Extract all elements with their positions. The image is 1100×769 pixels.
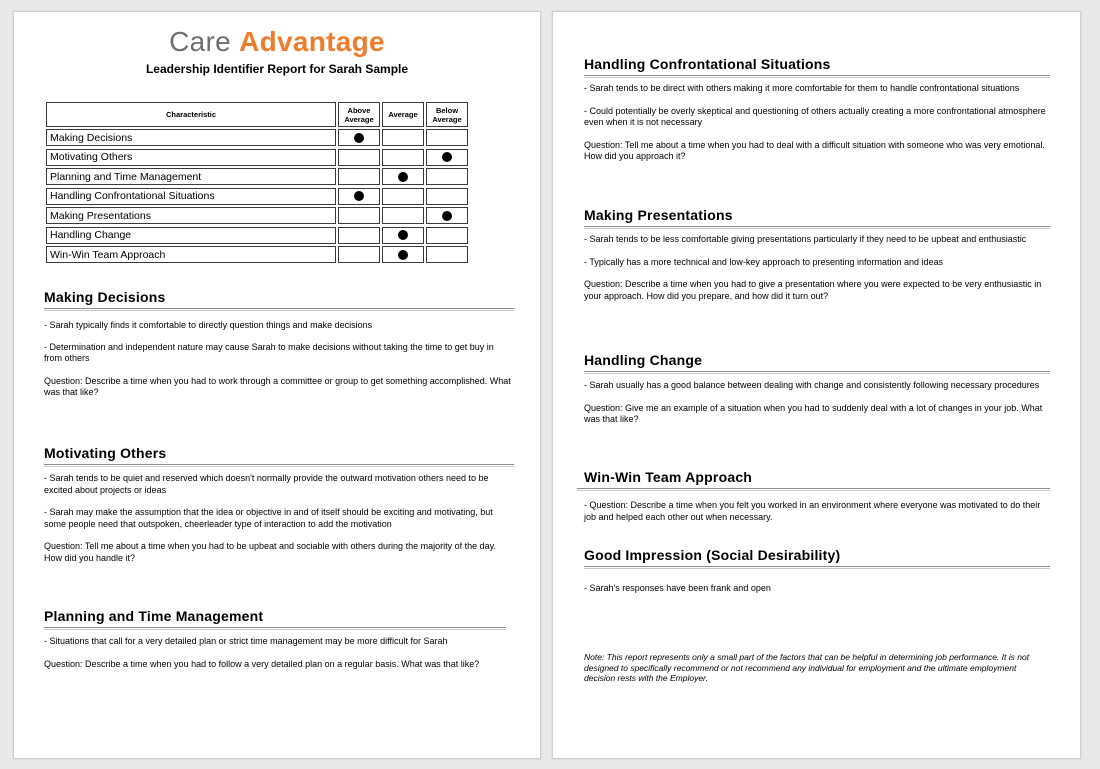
header-below-line2: Average	[432, 114, 462, 124]
section-divider	[584, 371, 1050, 374]
logo-advantage-text: Advantage	[239, 26, 385, 57]
rating-cell-above	[338, 246, 380, 263]
section-title: Planning and Time Management	[44, 608, 264, 624]
section-text: - Sarah tends to be less comfortable giving presentations particularly if they need to be upbeat and enthusiastic	[584, 234, 1027, 244]
section-text: - Determination and independent nature may cause Sarah to make decisions without taking the time to get buy in from others	[44, 341, 494, 363]
rating-cell-below	[426, 168, 468, 185]
section-title: Motivating Others	[44, 445, 167, 461]
section-divider	[584, 75, 1050, 78]
rating-cell-average	[382, 149, 424, 166]
section-text: - Typically has a more technical and low-key approach to presenting information and ideas	[584, 256, 944, 267]
rating-cell-below	[426, 129, 468, 146]
rating-cell-above	[338, 227, 380, 244]
section-divider	[44, 308, 514, 311]
table-row-label: Win-Win Team Approach	[46, 246, 336, 263]
rating-cell-average	[382, 168, 424, 185]
section-making-presentations	[584, 207, 1050, 302]
rating-dot	[354, 133, 364, 143]
section-title: Handling Confrontational Situations	[584, 56, 831, 72]
section-text: - Sarah tends to be direct with others making it more comfortable for them to handle confrontational situations	[584, 83, 1020, 93]
disclaimer-note: Note: This report represents only a small part of the factors that can be helpful in determining job performance. It is not designed to specifically recommend or not recommend any individual for employment and the ultimate employment decision rests with the Employer.	[584, 652, 1030, 683]
table-row-label: Handling Confrontational Situations	[46, 188, 336, 205]
section-question: Question: Tell me about a time when you had to deal with a difficult situation with someone who was very emotional. How did you approach it?	[584, 139, 1045, 161]
table-row-label: Handling Change	[46, 227, 336, 244]
section-divider	[584, 566, 1050, 569]
section-text: - Sarah's responses have been frank and open	[584, 583, 771, 593]
section-win-win-team	[577, 469, 1050, 523]
section-planning-time-management	[44, 608, 506, 670]
rating-cell-average	[382, 246, 424, 263]
section-text: - Sarah typically finds it comfortable to directly question things and make decisions	[44, 320, 373, 330]
rating-cell-average	[382, 188, 424, 205]
section-handling-change	[584, 352, 1050, 426]
section-title: Handling Change	[584, 352, 703, 368]
rating-cell-above	[338, 129, 380, 146]
report-page-1	[13, 11, 541, 759]
section-divider	[44, 464, 514, 467]
section-making-decisions	[44, 289, 514, 399]
rating-cell-above	[338, 168, 380, 185]
rating-cell-below	[426, 149, 468, 166]
section-divider	[577, 488, 1050, 491]
header-above-line2: Average	[344, 114, 374, 124]
header-above-line1: Above	[347, 105, 371, 115]
section-motivating-others	[44, 445, 514, 564]
rating-cell-average	[382, 227, 424, 244]
header-above-average	[338, 102, 380, 127]
section-text: - Sarah tends to be quiet and reserved which doesn't normally provide the outward motivation others need to be excited about projects or ideas	[44, 473, 489, 495]
rating-dot	[442, 211, 452, 221]
rating-cell-below	[426, 246, 468, 263]
section-question: Question: Give me an example of a situation when you had to suddenly deal with a lot of changes in your job. What was that like?	[584, 402, 1043, 424]
table-row-label: Planning and Time Management	[46, 168, 336, 185]
section-question: Question: Describe a time when you had to work through a committee or group to get something accomplished. What was that like?	[44, 375, 511, 397]
rating-cell-above	[338, 149, 380, 166]
section-confrontational-situations	[584, 56, 1050, 163]
section-question: - Question: Describe a time when you felt you worked in an environment where everyone was motivated to do their job and helped each other out when necessary.	[584, 500, 1041, 522]
section-title: Win-Win Team Approach	[584, 469, 753, 485]
header-characteristic: Characteristic	[46, 102, 336, 127]
header-below-average	[426, 102, 468, 127]
rating-cell-below	[426, 207, 468, 224]
section-text: - Situations that call for a very detailed plan or strict time management may be more difficult for Sarah	[44, 636, 448, 646]
section-question: Question: Describe a time when you had to give a presentation where you were expected to be very enthusiastic in your approach. How did you prepare, and how did it turn out?	[584, 279, 1042, 301]
table-row-label: Making Presentations	[46, 207, 336, 224]
section-question: Question: Tell me about a time when you had to be upbeat and sociable with others during the majority of the day. How did you handle it?	[44, 541, 496, 563]
section-text: - Sarah may make the assumption that the idea or objective in and of itself should be exciting and motivating, but some people need that outspoken, cheerleader type of interaction to add the motivation	[44, 507, 493, 529]
table-row-label: Motivating Others	[46, 149, 336, 166]
rating-cell-average	[382, 207, 424, 224]
section-title: Making Decisions	[44, 289, 166, 305]
rating-dot	[442, 152, 452, 162]
header-average: Average	[382, 102, 424, 127]
rating-cell-average	[382, 129, 424, 146]
rating-cell-below	[426, 227, 468, 244]
rating-cell-above	[338, 188, 380, 205]
section-text: - Could potentially be overly skeptical and questioning of others actually creating a more confrontational atmosphere even when it is not necessary	[584, 105, 1046, 127]
section-divider	[44, 627, 506, 630]
rating-cell-above	[338, 207, 380, 224]
section-divider	[584, 226, 1050, 229]
section-good-impression	[584, 547, 1050, 595]
header-below-line1: Below	[435, 105, 459, 115]
care-advantage-logo	[14, 26, 540, 58]
rating-dot	[398, 172, 408, 182]
section-title: Making Presentations	[584, 207, 733, 223]
logo-care-text: Care	[169, 26, 231, 57]
section-question: Question: Describe a time when you had to follow a very detailed plan on a regular basis. What was that like?	[44, 658, 480, 669]
table-row-label: Making Decisions	[46, 129, 336, 146]
report-title: Leadership Identifier Report for Sarah Sample	[145, 62, 409, 76]
section-text: - Sarah usually has a good balance between dealing with change and consistently following necessary procedures	[584, 380, 1040, 390]
section-title: Good Impression (Social Desirability)	[584, 547, 841, 563]
rating-cell-below	[426, 188, 468, 205]
rating-dot	[398, 230, 408, 240]
report-page-2	[552, 11, 1081, 759]
rating-dot	[398, 250, 408, 260]
rating-dot	[354, 191, 364, 201]
